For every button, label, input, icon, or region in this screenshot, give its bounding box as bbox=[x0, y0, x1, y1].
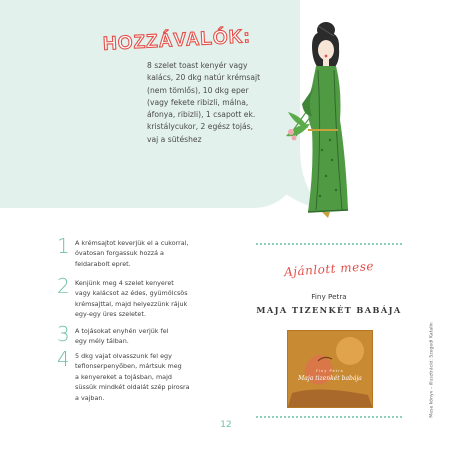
step-text-line: A krémsajtot keverjük el a cukorral, bbox=[75, 239, 189, 247]
step-number: 4 bbox=[57, 347, 70, 371]
cover-title: Maja tizenkét babája bbox=[298, 375, 362, 382]
ingredients-list bbox=[147, 60, 279, 146]
ingredients-line: (vagy fekete ribizli, málna, bbox=[147, 97, 249, 107]
divider-top bbox=[256, 243, 402, 245]
cover-author: Finy Petra bbox=[316, 369, 344, 373]
ingredients-line: áfonya, ribizli), 1 csapott ek. bbox=[147, 110, 256, 120]
book-title: MAJA TIZENKÉT BABÁJA bbox=[256, 305, 402, 315]
step-text-line: vagy kalácsot az édes, gyümölcsös bbox=[75, 289, 188, 298]
ingredients-line: kristálycukor, 2 egész tojás, bbox=[147, 122, 254, 132]
ingredients-line: vaj a sütéshez bbox=[147, 134, 202, 144]
page-number: 12 bbox=[220, 420, 232, 430]
step-text-line: egy-egy üres szeletet. bbox=[75, 310, 146, 319]
step-item bbox=[57, 274, 188, 320]
step-text-line: óvatosan forgassuk hozzá a bbox=[75, 249, 164, 258]
ingredients-title: HOZZÁVALÓK: bbox=[102, 26, 252, 55]
step-number: 1 bbox=[57, 234, 70, 258]
ingredients-line: 8 szelet toast kenyér vagy bbox=[147, 61, 248, 70]
step-text-line: a kenyereket a tojásban, majd bbox=[75, 372, 172, 381]
ingredients-line: (nem tömlős), 10 dkg eper bbox=[147, 85, 249, 95]
step-text-line: a vajban. bbox=[75, 393, 105, 402]
side-credit-text: Mese könyv – illusztráció: Szegedi Katalin bbox=[429, 322, 435, 418]
step-item bbox=[57, 347, 190, 403]
side-credit bbox=[428, 322, 436, 418]
step-text-line: krémsajttal, majd helyezzünk rájuk bbox=[75, 299, 188, 308]
step-text-line: egy mély tálban. bbox=[75, 337, 129, 346]
step-text-line: süssük mindkét oldalát szép pirosra bbox=[75, 383, 190, 392]
book-author: Finy Petra bbox=[311, 292, 347, 301]
ingredients-line: kalács, 20 dkg natúr krémsajt bbox=[147, 73, 261, 83]
step-item bbox=[57, 234, 189, 269]
step-number: 3 bbox=[57, 322, 70, 346]
step-text-line: A tojásokat enyhén verjük fel bbox=[75, 327, 169, 335]
step-text-line: Kenjünk meg 4 szelet kenyeret bbox=[75, 279, 174, 287]
recommended-heading: Ajánlott mese bbox=[283, 258, 375, 280]
woman-illustration bbox=[282, 20, 364, 220]
step-text-line: teflonserpenyőben, mártsuk meg bbox=[75, 362, 182, 371]
step-text-line: 5 dkg vajat olvasszunk fel egy bbox=[75, 352, 172, 360]
book-cover bbox=[288, 331, 372, 407]
step-text-line: feldarabolt epret. bbox=[75, 259, 131, 268]
step-number: 2 bbox=[57, 274, 70, 298]
divider-bottom bbox=[256, 416, 402, 418]
step-item bbox=[57, 322, 169, 347]
